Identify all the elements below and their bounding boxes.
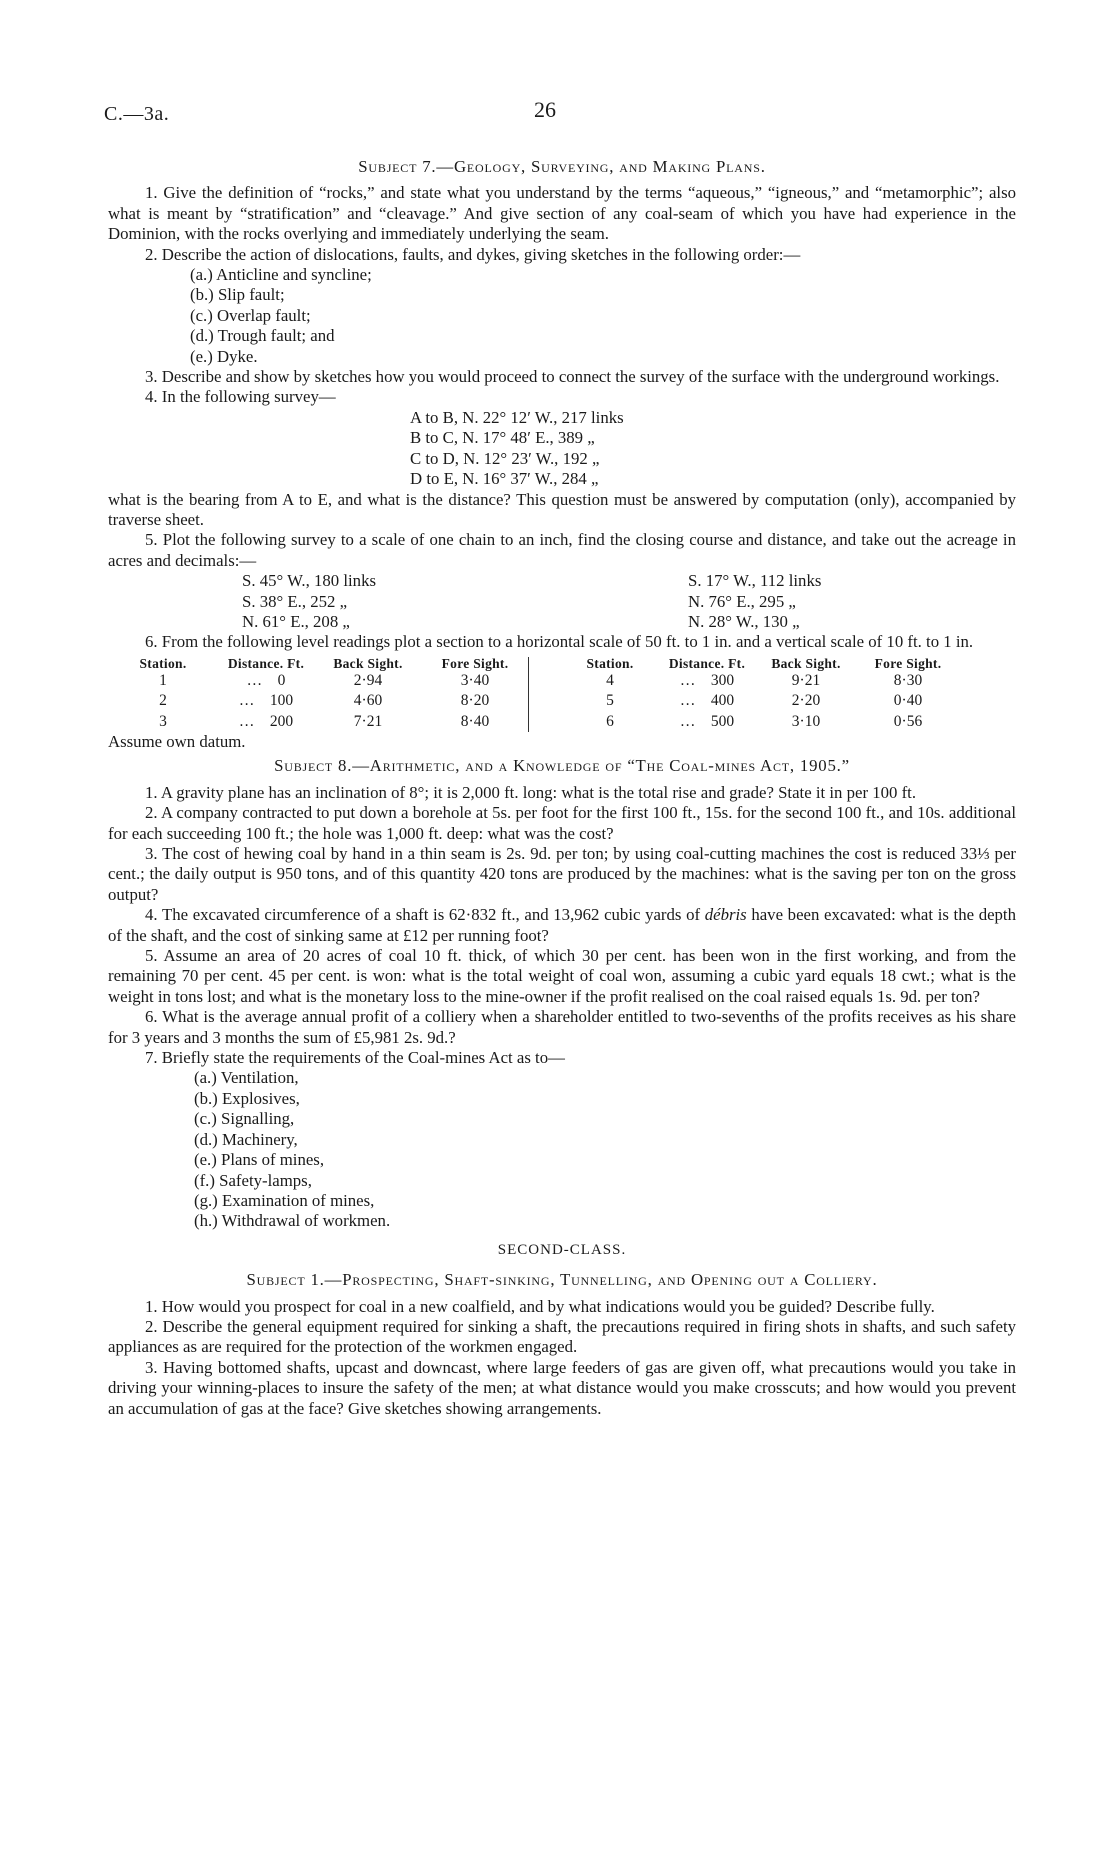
table-cell: 9·21 bbox=[791, 671, 821, 689]
second-class-question-2: 2. Describe the general equipment required for sinking a shaft, the precautions required in firing shots in shafts, and such safety appliances as are required for the protection of the workmen engaged. bbox=[108, 1316, 1016, 1357]
table-cell: 2 bbox=[159, 692, 167, 710]
table-divider bbox=[528, 712, 558, 732]
subject8-question-1: 1. A gravity plane has an inclination of 8°; it is 2,000 ft. long: what is the total rise and grade? State it in per 100 ft. bbox=[145, 782, 917, 802]
survey-line: S. 17° W., 112 links bbox=[688, 571, 822, 591]
list-item: (b.) Slip fault; bbox=[190, 285, 285, 305]
subject7-question-1: 1. Give the definition of “rocks,” and state what you understand by the terms “aqueous,” “igneous,” and “metamorphic”; also what is meant by “stratification” and “cleavage.” And give section of any coal-seam of which you have had experience in the Dominion, with the rocks overlying and immediately underlying the seam. bbox=[108, 183, 1016, 244]
second-class-heading: SECOND-CLASS. bbox=[497, 1241, 627, 1258]
subject7-question-5: 5. Plot the following survey to a scale of one chain to an inch, find the closing course and distance, and take out the acreage in acres and decimals:— bbox=[108, 530, 1016, 570]
table-cell: … 400 bbox=[679, 692, 735, 710]
subject8-question-5: 5. Assume an area of 20 acres of coal 10 ft. thick, of which 30 per cent. has been won in the first working, and from the remaining 70 per cent. 45 per cent. is won: what is the total weight of coal won, assuming a cubic yard equals 18 cwt.; what is the weight in tons lost; and what is the monetary loss to the mine-owner if the profit realised on the coal raised equals 1s. 9d. per ton? bbox=[108, 946, 1016, 1006]
survey-line: N. 76° E., 295 „ bbox=[688, 591, 796, 611]
subject7-question-3: 3. Describe and show by sketches how you would proceed to connect the survey of the surface with the underground workings. bbox=[145, 367, 1000, 387]
level-readings-table bbox=[108, 657, 1016, 732]
subject7-question-4-rest: what is the bearing from A to E, and what is the distance? This question must be answered by computation (only), accompanied by traverse sheet. bbox=[108, 489, 1016, 529]
table-header: Fore Sight. bbox=[874, 655, 942, 671]
subject8-heading: Subject 8.—Arithmetic, and a Knowledge of “The Coal-mines Act, 1905.” bbox=[274, 756, 850, 776]
second-class-question-3: 3. Having bottomed shafts, upcast and downcast, where large feeders of gas are given off, what precautions would you take in driving your winning-places to insure the safety of the men; at what distance would you make crosscuts; and how would you prevent an accumulation of gas at the face? Give sketches showing arrangements. bbox=[108, 1357, 1016, 1418]
list-item: (h.) Withdrawal of workmen. bbox=[194, 1211, 391, 1231]
table-cell: 3 bbox=[159, 712, 167, 730]
table-divider bbox=[528, 691, 558, 711]
second-class-subject1-heading: Subject 1.—Prospecting, Shaft-sinking, Tunnelling, and Opening out a Colliery. bbox=[246, 1270, 878, 1290]
list-item: (a.) Ventilation, bbox=[194, 1068, 299, 1088]
table-cell: 6 bbox=[606, 712, 614, 730]
table-cell: 4·60 bbox=[353, 692, 383, 710]
subject7-q2-list bbox=[190, 265, 1016, 367]
table-header: Fore Sight. bbox=[441, 655, 509, 671]
list-item: (a.) Anticline and syncline; bbox=[190, 265, 372, 285]
table-cell: 0·40 bbox=[893, 692, 923, 710]
table-cell: 7·21 bbox=[353, 712, 383, 730]
table-cell: … 0 bbox=[246, 671, 286, 689]
list-item: (e.) Plans of mines, bbox=[194, 1150, 325, 1170]
list-item: (b.) Explosives, bbox=[194, 1088, 300, 1108]
table-divider bbox=[528, 671, 558, 691]
running-header bbox=[104, 97, 1014, 132]
level-table-note: Assume own datum. bbox=[108, 731, 246, 751]
page-number: 26 bbox=[534, 97, 556, 122]
table-header: Back Sight. bbox=[333, 655, 403, 671]
list-item: (f.) Safety-lamps, bbox=[194, 1170, 312, 1190]
subject8-q7-list bbox=[194, 1068, 1016, 1231]
table-cell: … 200 bbox=[238, 712, 294, 730]
table-cell: 4 bbox=[606, 671, 614, 689]
survey-line: C to D, N. 12° 23′ W., 192 „ bbox=[410, 448, 600, 468]
survey-line: D to E, N. 16° 37′ W., 284 „ bbox=[410, 469, 599, 489]
survey-line: N. 28° W., 130 „ bbox=[688, 611, 800, 631]
table-divider bbox=[528, 657, 558, 671]
survey-line: S. 45° W., 180 links bbox=[242, 571, 376, 591]
table-cell: 8·40 bbox=[460, 712, 490, 730]
page-body bbox=[108, 155, 1016, 1419]
subject8-question-2: 2. A company contracted to put down a borehole at 5s. per foot for the first 100 ft., 15s. for the second 100 ft., and 10s. additional for each succeeding 100 ft.; the hole was 1,000 ft. deep: what was the cost? bbox=[108, 803, 1016, 843]
table-cell: … 300 bbox=[679, 671, 735, 689]
traverse-survey-list bbox=[410, 408, 1016, 490]
document-reference: C.—3a. bbox=[104, 103, 170, 125]
subject7-question-4-intro: 4. In the following survey— bbox=[145, 387, 336, 407]
table-header: Distance. Ft. bbox=[227, 655, 305, 671]
table-header: Station. bbox=[586, 655, 634, 671]
table-cell: 3·10 bbox=[791, 712, 821, 730]
subject7-question-2: 2. Describe the action of dislocations, faults, and dykes, giving sketches in the following order:— bbox=[145, 244, 801, 264]
table-header: Back Sight. bbox=[771, 655, 841, 671]
table-cell: 2·94 bbox=[353, 671, 383, 689]
table-cell: 8·20 bbox=[460, 692, 490, 710]
survey-line: B to C, N. 17° 48′ E., 389 „ bbox=[410, 428, 595, 448]
table-cell: 3·40 bbox=[460, 671, 490, 689]
subject8-question-4: 4. The excavated circumference of a shaft is 62·832 ft., and 13,962 cubic yards of débris have been excavated: what is the depth of the shaft, and the cost of sinking same at £12 per running foot? bbox=[108, 905, 1016, 945]
survey-line: N. 61° E., 208 „ bbox=[242, 611, 350, 631]
list-item: (d.) Machinery, bbox=[194, 1129, 298, 1149]
table-cell: 8·30 bbox=[893, 671, 923, 689]
table-header: Station. bbox=[139, 655, 187, 671]
subject7-question-6: 6. From the following level readings plot a section to a horizontal scale of 50 ft. to 1 in. and a vertical scale of 10 ft. to 1 in. bbox=[145, 632, 974, 652]
table-header: Distance. Ft. bbox=[668, 655, 746, 671]
list-item: (g.) Examination of mines, bbox=[194, 1190, 375, 1210]
list-item: (d.) Trough fault; and bbox=[190, 326, 335, 346]
table-cell: 5 bbox=[606, 692, 614, 710]
second-class-question-1: 1. How would you prospect for coal in a new coalfield, and by what indications would you be guided? Describe fully. bbox=[145, 1296, 935, 1316]
survey-line: A to B, N. 22° 12′ W., 217 links bbox=[410, 407, 624, 427]
list-item: (e.) Dyke. bbox=[190, 346, 258, 366]
plot-survey-table bbox=[242, 571, 1016, 632]
table-cell: … 500 bbox=[679, 712, 735, 730]
subject7-heading: Subject 7.—Geology, Surveying, and Making Plans. bbox=[358, 157, 766, 176]
list-item: (c.) Overlap fault; bbox=[190, 305, 311, 325]
table-cell: 2·20 bbox=[791, 692, 821, 710]
subject8-question-6: 6. What is the average annual profit of a colliery when a shareholder entitled to two-sevenths of the profits receives as his share for 3 years and 3 months the sum of £5,981 2s. 9d.? bbox=[108, 1007, 1016, 1047]
list-item: (c.) Signalling, bbox=[194, 1109, 295, 1129]
table-cell: … 100 bbox=[238, 692, 294, 710]
table-cell: 0·56 bbox=[893, 712, 923, 730]
table-cell: 1 bbox=[159, 671, 167, 689]
subject8-question-7: 7. Briefly state the requirements of the Coal-mines Act as to— bbox=[145, 1048, 565, 1068]
survey-line: S. 38° E., 252 „ bbox=[242, 591, 348, 611]
subject8-question-3: 3. The cost of hewing coal by hand in a thin seam is 2s. 9d. per ton; by using coal-cutting machines the cost is reduced 33⅓ per cent.; the daily output is 950 tons, and of this quantity 420 tons are produced by the machines: what is the saving per ton on the gross output? bbox=[108, 844, 1016, 904]
